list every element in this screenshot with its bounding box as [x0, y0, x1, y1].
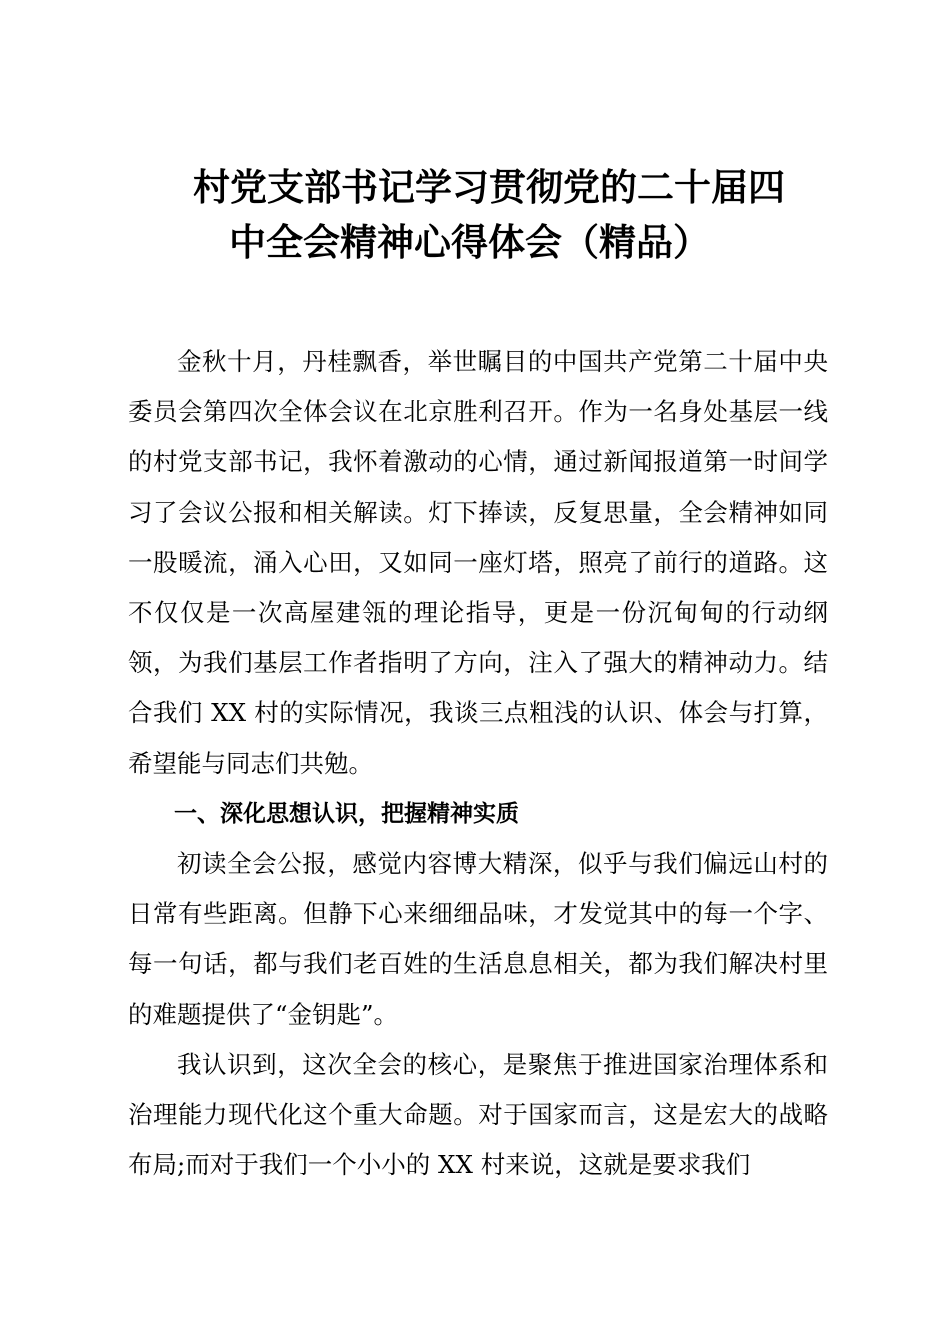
- document-body: [128, 337, 828, 1190]
- section1-paragraph-1: 初读全会公报，感觉内容博大精深，似乎与我们偏远山村的日常有些距离。但静下心来细细品味，才发觉其中的每一个字、每一句话，都与我们老百姓的生活息息相关，都为我们解决村里的难题提供了“金钥匙”。: [128, 849, 828, 1029]
- section-heading-1: 一、深化思想认识，把握精神实质: [174, 800, 519, 827]
- title-line-1: 村党支部书记学习贯彻党的二十届四: [193, 166, 785, 209]
- document-title: [0, 160, 950, 270]
- section1-paragraph-2: 我认识到，这次全会的核心，是聚焦于推进国家治理体系和治理能力现代化这个重大命题。对于国家而言，这是宏大的战略布局;而对于我们一个小小的 XX 村来说，这就是要求我们: [128, 1049, 828, 1180]
- intro-paragraph: 金秋十月，丹桂飘香，举世瞩目的中国共产党第二十届中央委员会第四次全体会议在北京胜利召开。作为一名身处基层一线的村党支部书记，我怀着激动的心情，通过新闻报道第一时间学习了会议公报和相关解读。灯下捧读，反复思量，全会精神如同一股暖流，涌入心田，又如同一座灯塔，照亮了前行的道路。这不仅仅是一次高屋建瓴的理论指导，更是一份沉甸甸的行动纲领，为我们基层工作者指明了方向，注入了强大的精神动力。结合我们 XX 村的实际情况，我谈三点粗浅的认识、体会与打算，希望能与同志们共勉。: [128, 347, 828, 778]
- title-line-2: 中全会精神心得体会（精品）: [229, 221, 710, 264]
